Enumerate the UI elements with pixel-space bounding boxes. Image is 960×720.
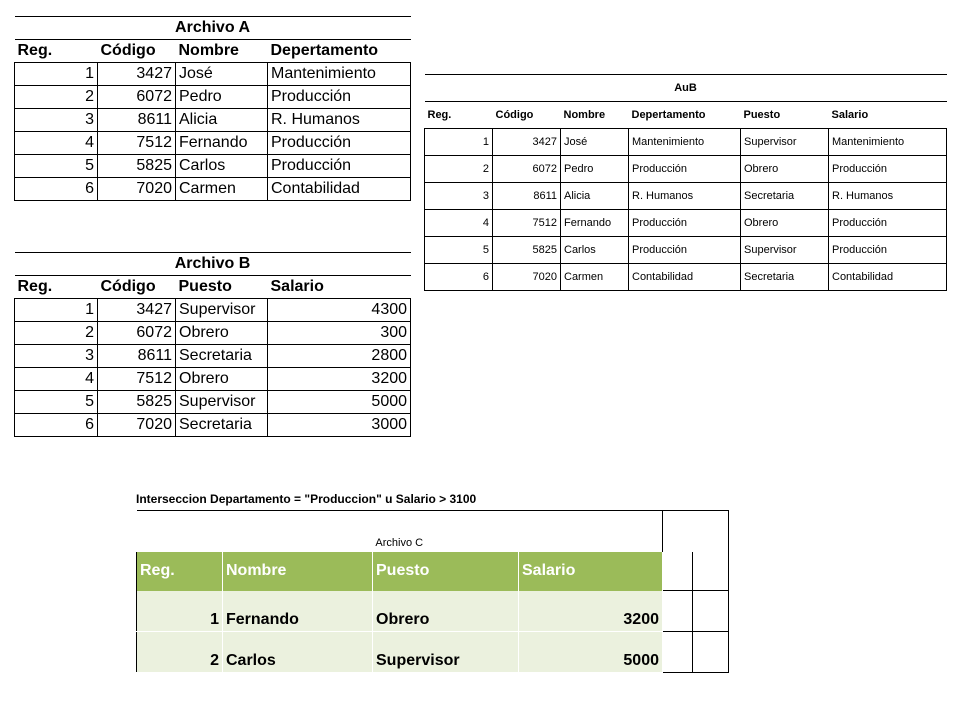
table-cell: Obrero [741,156,829,183]
table-cell: Supervisor [176,299,268,322]
table-cell: 7512 [98,132,176,155]
table-cell: 300 [268,322,411,345]
table-cell: 4 [15,368,98,391]
table-cell: Pedro [176,86,268,109]
column-header: Reg. [15,40,98,63]
archivo-b-title: Archivo B [15,253,411,276]
table-cell: Obrero [373,591,519,632]
archivo-a-table [14,16,411,201]
table-cell: 4 [425,210,493,237]
table-cell: 2 [15,322,98,345]
table-cell: Alicia [561,183,629,210]
table-row [425,129,947,156]
table-cell: 4 [15,132,98,155]
table-cell: Secretaria [741,264,829,291]
empty-cell [663,552,693,591]
column-header: Código [98,40,176,63]
table-cell: Carlos [561,237,629,264]
table-cell: 2 [15,86,98,109]
table-cell: José [561,129,629,156]
column-header: Código [98,276,176,299]
table-cell: Contabilidad [268,178,411,201]
column-header: Puesto [741,102,829,129]
table-cell: Secretaria [176,345,268,368]
table-cell: 8611 [98,109,176,132]
table-cell: José [176,63,268,86]
archivo-b-header-row [15,276,411,299]
table-cell: Carmen [176,178,268,201]
column-header: Reg. [15,276,98,299]
table-row [425,210,947,237]
table-cell: Producción [629,210,741,237]
column-header: Depertamento [629,102,741,129]
archivo-a-header-row [15,40,411,63]
table-cell: R. Humanos [268,109,411,132]
table-cell: Contabilidad [629,264,741,291]
empty-cell [663,632,693,673]
table-cell: 2800 [268,345,411,368]
table-cell: Fernando [561,210,629,237]
table-cell: 1 [15,63,98,86]
table-cell: Obrero [741,210,829,237]
table-row [15,299,411,322]
table-cell: 7512 [98,368,176,391]
table-cell: 7512 [493,210,561,237]
column-header: Reg. [137,552,223,591]
table-cell: 2 [137,632,223,673]
table-row [15,178,411,201]
table-cell: 5 [15,155,98,178]
column-header: Salario [268,276,411,299]
table-row [15,414,411,437]
table-cell: Producción [268,86,411,109]
table-cell: 7020 [98,178,176,201]
table-cell: Carlos [223,632,373,673]
table-cell: Fernando [176,132,268,155]
archivo-c-title: Archivo C [137,511,663,553]
archivo-a-title: Archivo A [15,17,411,40]
column-header: Salario [829,102,947,129]
column-header: Salario [519,552,663,591]
table-cell: 5000 [519,632,663,673]
table-cell: Producción [629,156,741,183]
table-cell: 5 [15,391,98,414]
table-cell: Fernando [223,591,373,632]
table-row [15,63,411,86]
column-header: Nombre [176,40,268,63]
table-cell: Mantenimiento [829,129,947,156]
table-row [137,591,729,632]
table-cell: Alicia [176,109,268,132]
intersection-caption: Interseccion Departamento = "Produccion" u Salario > 3100 [136,492,477,506]
table-cell: Supervisor [176,391,268,414]
table-row [137,632,729,673]
archivo-b-table [14,252,411,437]
table-cell: 5825 [493,237,561,264]
empty-cell [693,511,729,553]
table-cell: 3427 [98,299,176,322]
table-cell: Supervisor [741,237,829,264]
table-cell: 6 [425,264,493,291]
empty-cell [693,552,729,591]
table-cell: 3 [15,109,98,132]
table-row [425,156,947,183]
table-cell: Mantenimiento [268,63,411,86]
empty-cell [663,591,693,632]
archivo-c-header-row [137,552,729,591]
table-cell: Obrero [176,322,268,345]
table-row [15,109,411,132]
table-row [15,132,411,155]
table-cell: Carmen [561,264,629,291]
table-cell: 3427 [493,129,561,156]
table-cell: 3200 [519,591,663,632]
table-row [15,322,411,345]
table-cell: 1 [425,129,493,156]
empty-cell [663,511,693,553]
table-row [425,237,947,264]
table-cell: 3 [15,345,98,368]
column-header: Depertamento [268,40,411,63]
table-cell: 6072 [98,86,176,109]
column-header: Reg. [425,102,493,129]
table-cell: 5825 [98,155,176,178]
table-row [15,368,411,391]
table-cell: 6072 [493,156,561,183]
table-cell: 8611 [98,345,176,368]
column-header: Nombre [561,102,629,129]
table-cell: 3 [425,183,493,210]
table-row [425,264,947,291]
table-cell: Secretaria [176,414,268,437]
table-cell: 3427 [98,63,176,86]
table-cell: 3200 [268,368,411,391]
aub-title: AuB [425,75,947,102]
table-cell: Secretaria [741,183,829,210]
table-cell: R. Humanos [829,183,947,210]
table-cell: Producción [829,210,947,237]
table-row [15,345,411,368]
table-row [15,86,411,109]
empty-cell [693,591,729,632]
table-cell: 5 [425,237,493,264]
table-cell: 5825 [98,391,176,414]
table-cell: 3000 [268,414,411,437]
table-cell: Contabilidad [829,264,947,291]
archivo-c-table [136,510,729,673]
table-cell: 6 [15,414,98,437]
table-cell: Producción [268,132,411,155]
column-header: Puesto [176,276,268,299]
table-cell: 1 [15,299,98,322]
table-cell: 8611 [493,183,561,210]
table-cell: Producción [829,237,947,264]
table-cell: Producción [268,155,411,178]
table-cell: 6072 [98,322,176,345]
column-header: Código [493,102,561,129]
aub-header-row [425,102,947,129]
table-cell: Carlos [176,155,268,178]
table-cell: Pedro [561,156,629,183]
table-cell: Obrero [176,368,268,391]
table-row [425,183,947,210]
table-cell: Producción [829,156,947,183]
empty-cell [693,632,729,673]
table-cell: 6 [15,178,98,201]
column-header: Nombre [223,552,373,591]
table-cell: Supervisor [741,129,829,156]
table-cell: R. Humanos [629,183,741,210]
table-cell: 7020 [493,264,561,291]
aub-table [424,74,947,291]
table-cell: Producción [629,237,741,264]
column-header: Puesto [373,552,519,591]
table-cell: 2 [425,156,493,183]
table-row [15,155,411,178]
table-cell: 1 [137,591,223,632]
table-cell: 4300 [268,299,411,322]
table-cell: 7020 [98,414,176,437]
table-row [15,391,411,414]
table-cell: Mantenimiento [629,129,741,156]
table-cell: Supervisor [373,632,519,673]
table-cell: 5000 [268,391,411,414]
